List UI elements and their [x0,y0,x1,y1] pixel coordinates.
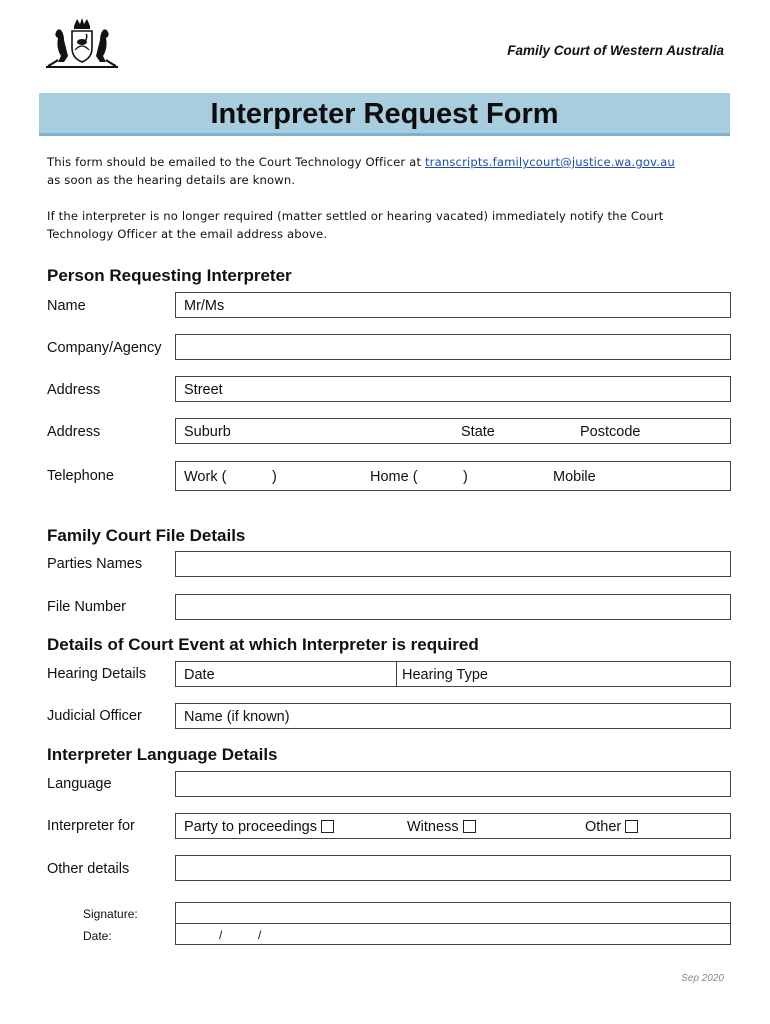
option-other[interactable] [585,819,638,835]
option-party-label: Party to proceedings [184,819,317,835]
work-prefill: Work ( [184,469,227,485]
court-crest-logo [44,16,120,70]
interpreter-for-field [175,813,731,839]
page-title: Interpreter Request Form [210,98,559,130]
telephone-label: Telephone [47,468,114,484]
suburb-state-postcode-field[interactable] [175,418,731,444]
judicial-prefill: Name (if known) [184,709,290,725]
name-label: Name [47,298,86,314]
intro-line1-prefix: This form should be emailed to the Court Technology Officer at [47,155,425,169]
judicial-label: Judicial Officer [47,708,142,724]
signature-field[interactable] [175,902,731,924]
section-heading-file: Family Court File Details [47,526,246,545]
language-field[interactable] [175,771,731,797]
intro-paragraph-2: If the interpreter is no longer required (matter settled or hearing vacated) immediately notify the Court Technology Officer at the email address above. [47,209,664,241]
date-separator-1: / [219,928,223,942]
file-number-field[interactable] [175,594,731,620]
other-details-label: Other details [47,861,130,877]
work-close: ) [272,469,277,485]
hearing-type-field[interactable] [396,661,731,687]
signature-date-field[interactable] [175,923,731,945]
email-link[interactable]: transcripts.familycourt@justice.wa.gov.au [424,155,675,169]
date-separator-2: / [258,928,262,942]
court-name: Family Court of Western Australia [507,43,724,58]
intro-line1-suffix: as soon as the hearing details are known. [47,173,296,187]
title-bar [39,93,730,136]
name-field[interactable] [175,292,731,318]
section-heading-event: Details of Court Event at which Interpreter is required [47,635,479,654]
company-field[interactable] [175,334,731,360]
file-number-label: File Number [47,599,126,615]
option-party[interactable] [184,819,334,835]
option-witness[interactable] [407,819,476,835]
other-details-field[interactable] [175,855,731,881]
address2-label: Address [47,424,101,440]
street-prefill: Street [184,382,223,398]
postcode-prefill: Postcode [580,424,641,440]
hearing-type-prefill: Hearing Type [402,667,488,683]
telephone-field[interactable] [175,461,731,491]
parties-field[interactable] [175,551,731,577]
suburb-prefill: Suburb [184,424,231,440]
interpreter-for-label: Interpreter for [47,818,135,834]
state-prefill: State [461,424,495,440]
hearing-label: Hearing Details [47,666,147,682]
signature-label: Signature: [83,907,138,921]
option-other-label: Other [585,819,622,835]
judicial-officer-field[interactable] [175,703,731,729]
intro-paragraph-1 [47,153,737,189]
party-checkbox[interactable] [321,820,334,833]
option-witness-label: Witness [407,819,459,835]
witness-checkbox[interactable] [463,820,476,833]
company-label: Company/Agency [47,340,162,356]
home-prefill: Home ( [370,469,418,485]
version-footer: Sep 2020 [681,973,724,984]
section-heading-person: Person Requesting Interpreter [47,266,292,285]
other-checkbox[interactable] [625,820,638,833]
section-heading-language: Interpreter Language Details [47,745,278,764]
home-close: ) [463,469,468,485]
parties-label: Parties Names [47,556,143,572]
mobile-prefill: Mobile [553,469,596,485]
date-prefill: Date [184,667,215,683]
street-field[interactable] [175,376,731,402]
address-label: Address [47,382,101,398]
date-label: Date: [83,929,112,943]
name-prefill: Mr/Ms [184,298,225,314]
hearing-date-field[interactable] [175,661,397,687]
language-label: Language [47,776,112,792]
